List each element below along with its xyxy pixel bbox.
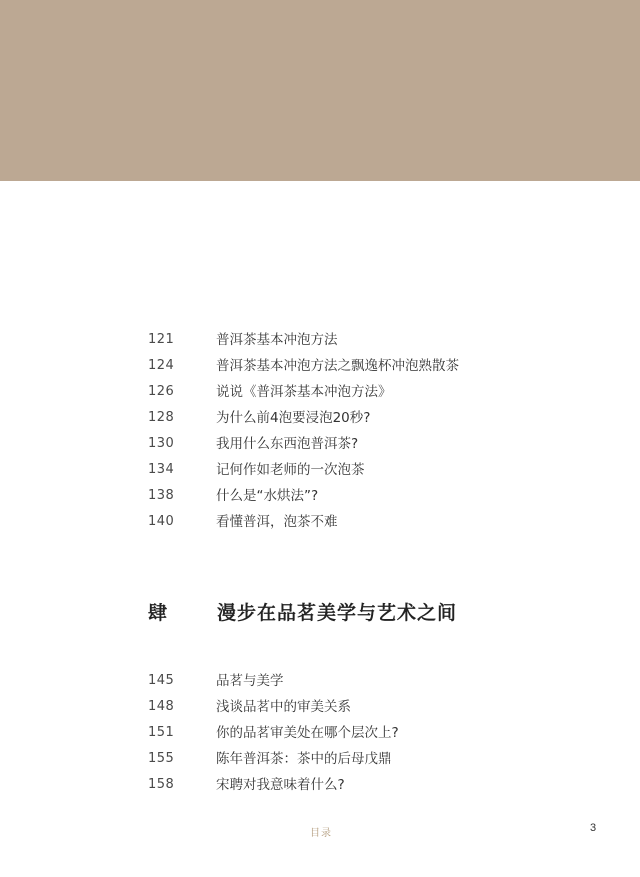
toc-entry[interactable] [0,408,640,434]
toc-entry-title: 记何作如老师的一次泡茶 [216,462,365,478]
toc-entry-title: 宋聘对我意味着什么? [216,777,345,793]
toc-list-section-two [0,671,640,801]
toc-page-number: 148 [148,699,175,714]
toc-entry-title: 说说《普洱茶基本冲泡方法》 [216,384,392,400]
toc-entry[interactable] [0,749,640,775]
toc-entry-title: 浅谈品茗中的审美关系 [216,699,351,715]
toc-entry[interactable] [0,460,640,486]
chapter-heading[interactable] [0,598,640,628]
toc-entry-title: 什么是“水烘法”? [216,488,319,504]
toc-entry[interactable] [0,486,640,512]
chapter-number: 肆 [148,602,168,624]
toc-page-number: 145 [148,673,175,688]
toc-entry[interactable] [0,671,640,697]
toc-page-number: 158 [148,777,175,792]
toc-entry-title: 普洱茶基本冲泡方法之飘逸杯冲泡熟散茶 [216,358,459,374]
toc-entry-title: 普洱茶基本冲泡方法 [216,332,338,348]
toc-entry[interactable] [0,775,640,801]
toc-page-number: 140 [148,514,175,529]
toc-entry-title: 你的品茗审美处在哪个层次上? [216,725,399,741]
toc-page-number: 155 [148,751,175,766]
toc-page-number: 128 [148,410,175,425]
toc-entry[interactable] [0,356,640,382]
toc-entry[interactable] [0,382,640,408]
toc-entry-title: 看懂普洱，泡茶不难 [216,514,338,530]
toc-entry-title: 品茗与美学 [216,673,284,689]
toc-entry[interactable] [0,434,640,460]
toc-page-number: 130 [148,436,175,451]
toc-entry[interactable] [0,697,640,723]
toc-page-number: 124 [148,358,175,373]
toc-entry[interactable] [0,330,640,356]
toc-page-number: 138 [148,488,175,503]
toc-entry-title: 为什么前4泡要浸泡20秒? [216,410,371,426]
toc-entry[interactable] [0,723,640,749]
footer-section-label: 目录 [310,828,332,839]
toc-entry[interactable] [0,512,640,538]
header-color-band [0,0,640,181]
footer-page-number: 3 [590,822,597,834]
toc-entry-title: 陈年普洱茶：茶中的后母戊鼎 [216,751,392,767]
toc-page-number: 134 [148,462,175,477]
toc-list-section-one [0,330,640,538]
toc-page-number: 121 [148,332,175,347]
toc-page-number: 151 [148,725,175,740]
toc-entry-title: 我用什么东西泡普洱茶? [216,436,359,452]
chapter-title: 漫步在品茗美学与艺术之间 [217,602,458,624]
toc-page-number: 126 [148,384,175,399]
